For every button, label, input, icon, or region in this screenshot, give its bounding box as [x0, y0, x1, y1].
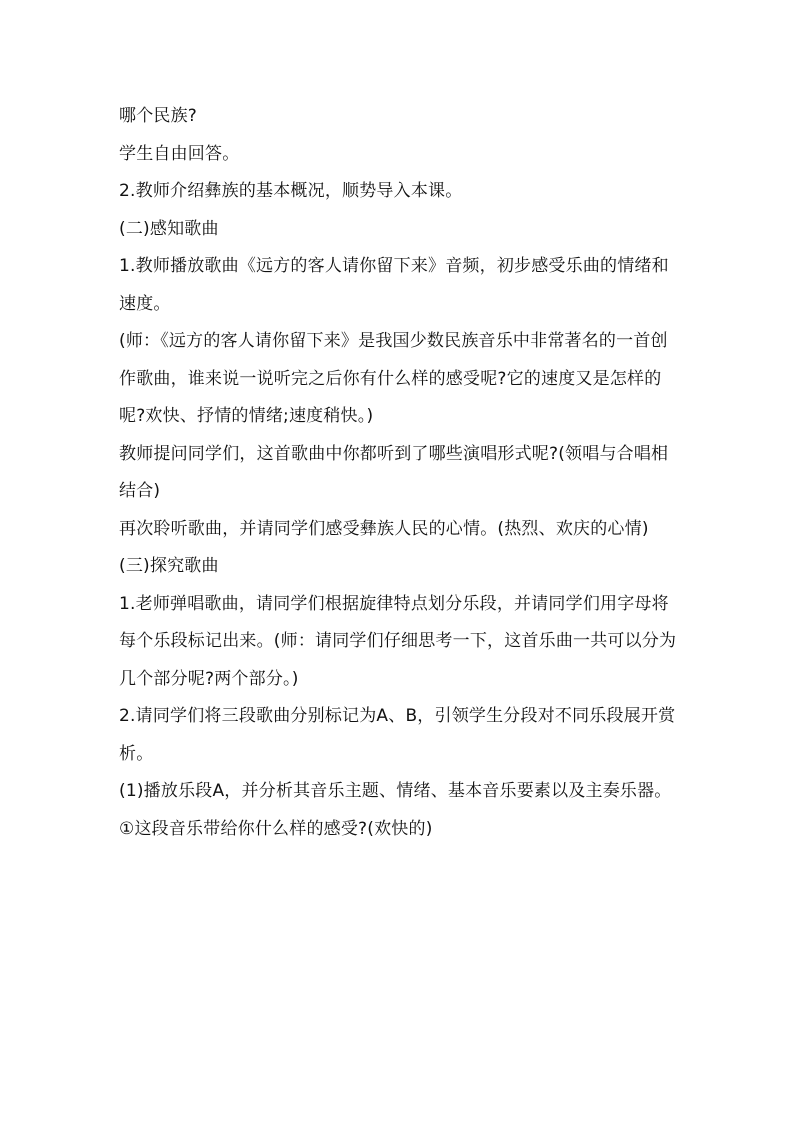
paragraph-13: ①这段音乐带给你什么样的感受?(欢快的) — [119, 818, 433, 839]
paragraph-12: (1)播放乐段A，并分析其音乐主题、情绪、基本音乐要素以及主奏乐器。 — [119, 781, 672, 801]
paragraph-2: 学生自由回答。 — [119, 143, 240, 164]
paragraph-10: 1.老师弹唱歌曲，请同学们根据旋律特点划分乐段，并请同学们用字母将每个乐段标记出来。(师：请同学们仔细思考一下，这首乐曲一共可以分为几个部分呢?两个部分。) — [119, 593, 677, 689]
document-body — [119, 98, 679, 848]
section-heading-2: (二)感知歌曲 — [119, 218, 219, 239]
paragraph-11: 2.请同学们将三段歌曲分别标记为A、B，引领学生分段对不同乐段展开赏析。 — [119, 706, 676, 764]
paragraph-5: 1.教师播放歌曲《远方的客人请你留下来》音频，初步感受乐曲的情绪和速度。 — [119, 256, 669, 314]
paragraph-6: (师：《远方的客人请你留下来》是我国少数民族音乐中非常著名的一首创作歌曲，谁来说一说听完之后你有什么样的感受呢?它的速度又是怎样的呢?欢快、抒情的情绪;速度稍快。) — [119, 331, 668, 426]
section-heading-3: (三)探究歌曲 — [119, 556, 219, 576]
paragraph-3: 2.教师介绍彝族的基本概况，顺势导入本课。 — [119, 181, 463, 201]
paragraph-1: 哪个民族? — [119, 106, 198, 126]
paragraph-8: 再次聆听歌曲，并请同学们感受彝族人民的心情。(热烈、欢庆的心情) — [119, 518, 649, 539]
paragraph-7: 教师提问同学们，这首歌曲中你都听到了哪些演唱形式呢?(领唱与合唱相结合) — [119, 443, 669, 501]
